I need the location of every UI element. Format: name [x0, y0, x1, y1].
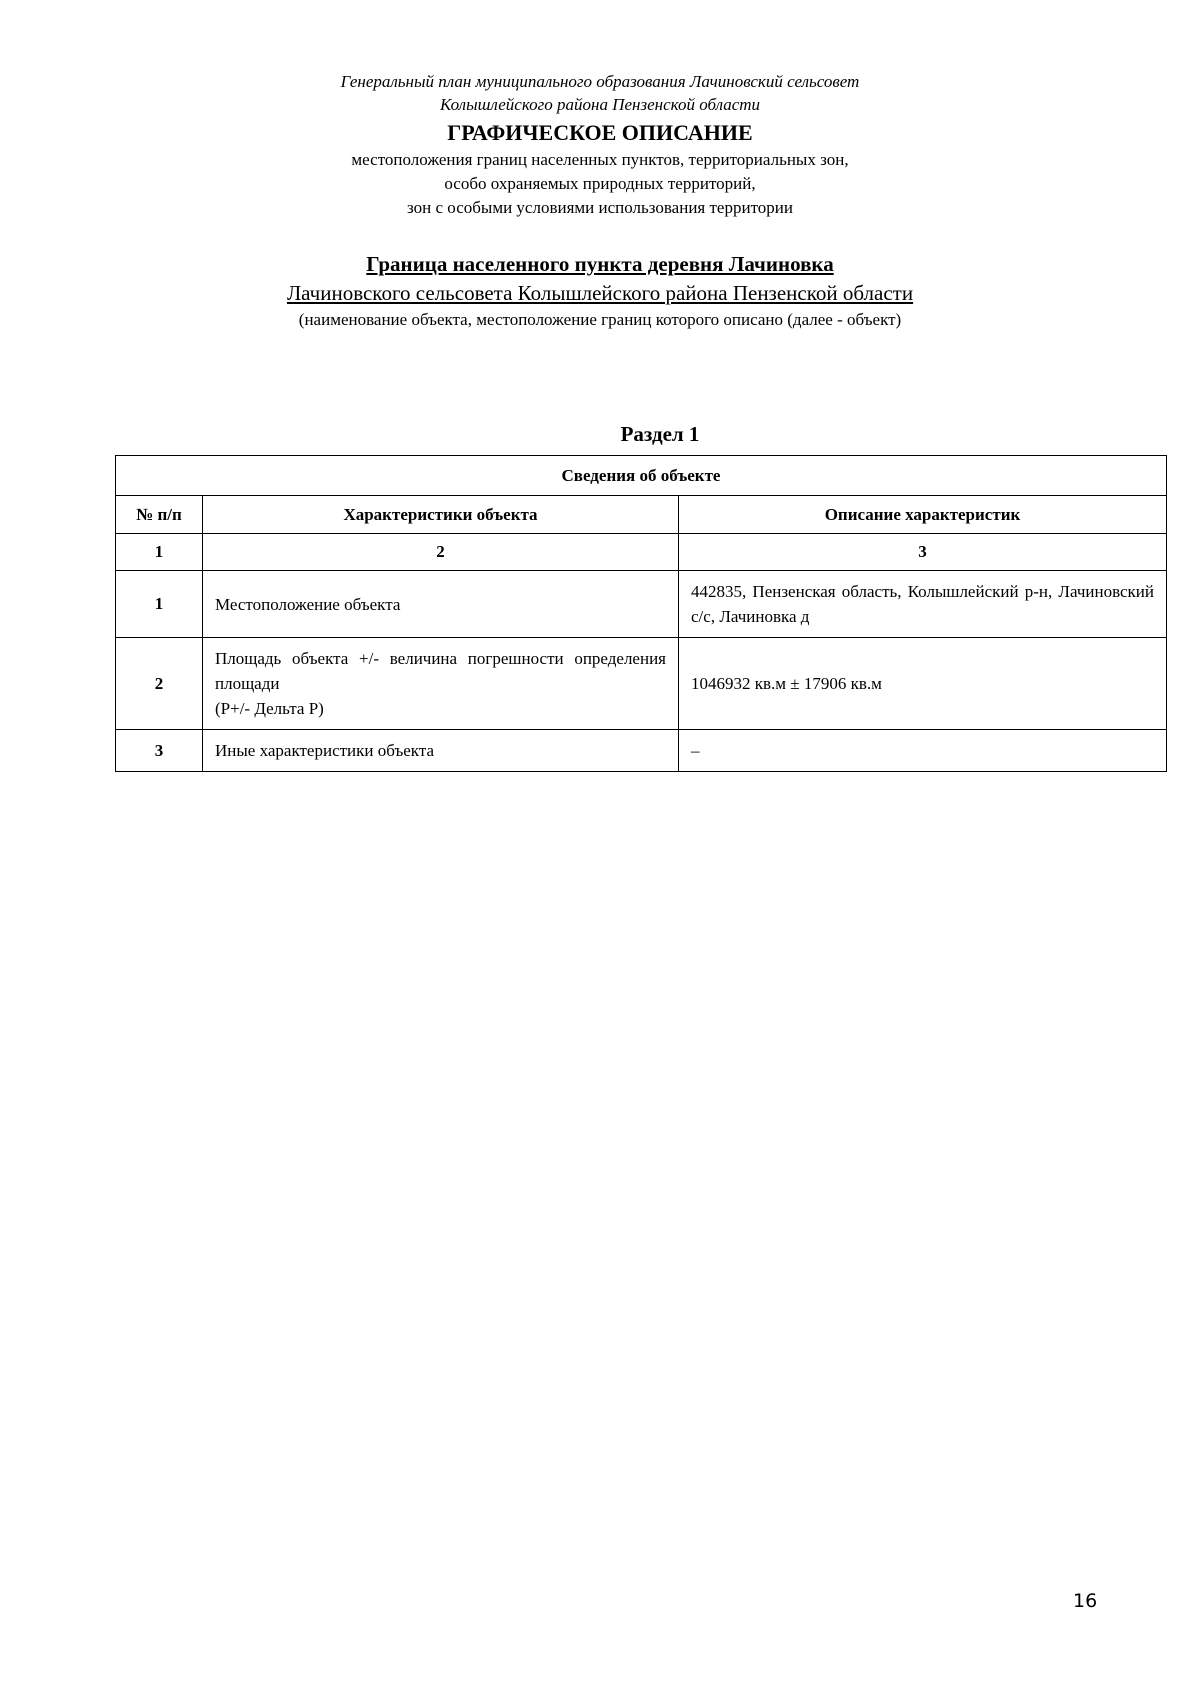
header-line-2: Колышлейского района Пензенской области	[439, 95, 761, 114]
row-number: 3	[116, 730, 203, 772]
header-subtitle-3: зон с особыми условиями использования территории	[407, 198, 793, 217]
page-number: 16	[1073, 1590, 1098, 1612]
header-subtitle-2: особо охраняемых природных территорий,	[444, 174, 756, 193]
row-characteristic: Местоположение объекта	[203, 571, 679, 638]
document-header	[200, 70, 1000, 220]
row-characteristic-formula: (Р+/- Дельта Р)	[215, 699, 324, 718]
row-number: 2	[116, 638, 203, 730]
header-line-1: Генеральный план муниципального образования Лачиновский сельсовет	[340, 72, 860, 91]
column-header-number: № п/п	[116, 496, 203, 534]
object-block	[150, 250, 1050, 332]
row-description: 1046932 кв.м ± 17906 кв.м	[679, 638, 1167, 730]
object-note: (наименование объекта, местоположение границ которого описано (далее - объект)	[298, 310, 902, 329]
row-characteristic-cell	[203, 638, 679, 730]
column-header-characteristic: Характеристики объекта	[203, 496, 679, 534]
row-number: 1	[116, 571, 203, 638]
object-title: Граница населенного пункта деревня Лачиновка	[366, 252, 834, 276]
table-caption-row	[116, 456, 1167, 496]
table-header-row	[116, 496, 1167, 534]
column-header-description: Описание характеристик	[679, 496, 1167, 534]
row-description: 442835, Пензенская область, Колышлейский р-н, Лачиновский с/с, Лачиновка д	[679, 571, 1167, 638]
document-title: ГРАФИЧЕСКОЕ ОПИСАНИЕ	[447, 120, 753, 145]
header-subtitle-1: местоположения границ населенных пунктов, территориальных зон,	[351, 150, 849, 169]
section-title: Раздел 1	[620, 422, 700, 446]
row-description: –	[679, 730, 1167, 772]
column-number-1: 1	[116, 534, 203, 571]
table-row	[116, 730, 1167, 772]
object-info-table	[115, 455, 1167, 772]
table-column-number-row	[116, 534, 1167, 571]
table-row	[116, 571, 1167, 638]
row-characteristic: Иные характеристики объекта	[203, 730, 679, 772]
object-subtitle: Лачиновского сельсовета Колышлейского района Пензенской области	[286, 281, 914, 305]
table-row	[116, 638, 1167, 730]
column-number-3: 3	[679, 534, 1167, 571]
row-characteristic: Площадь объекта +/- величина погрешности определения площади	[215, 649, 666, 693]
column-number-2: 2	[203, 534, 679, 571]
table-caption: Сведения об объекте	[116, 456, 1167, 496]
